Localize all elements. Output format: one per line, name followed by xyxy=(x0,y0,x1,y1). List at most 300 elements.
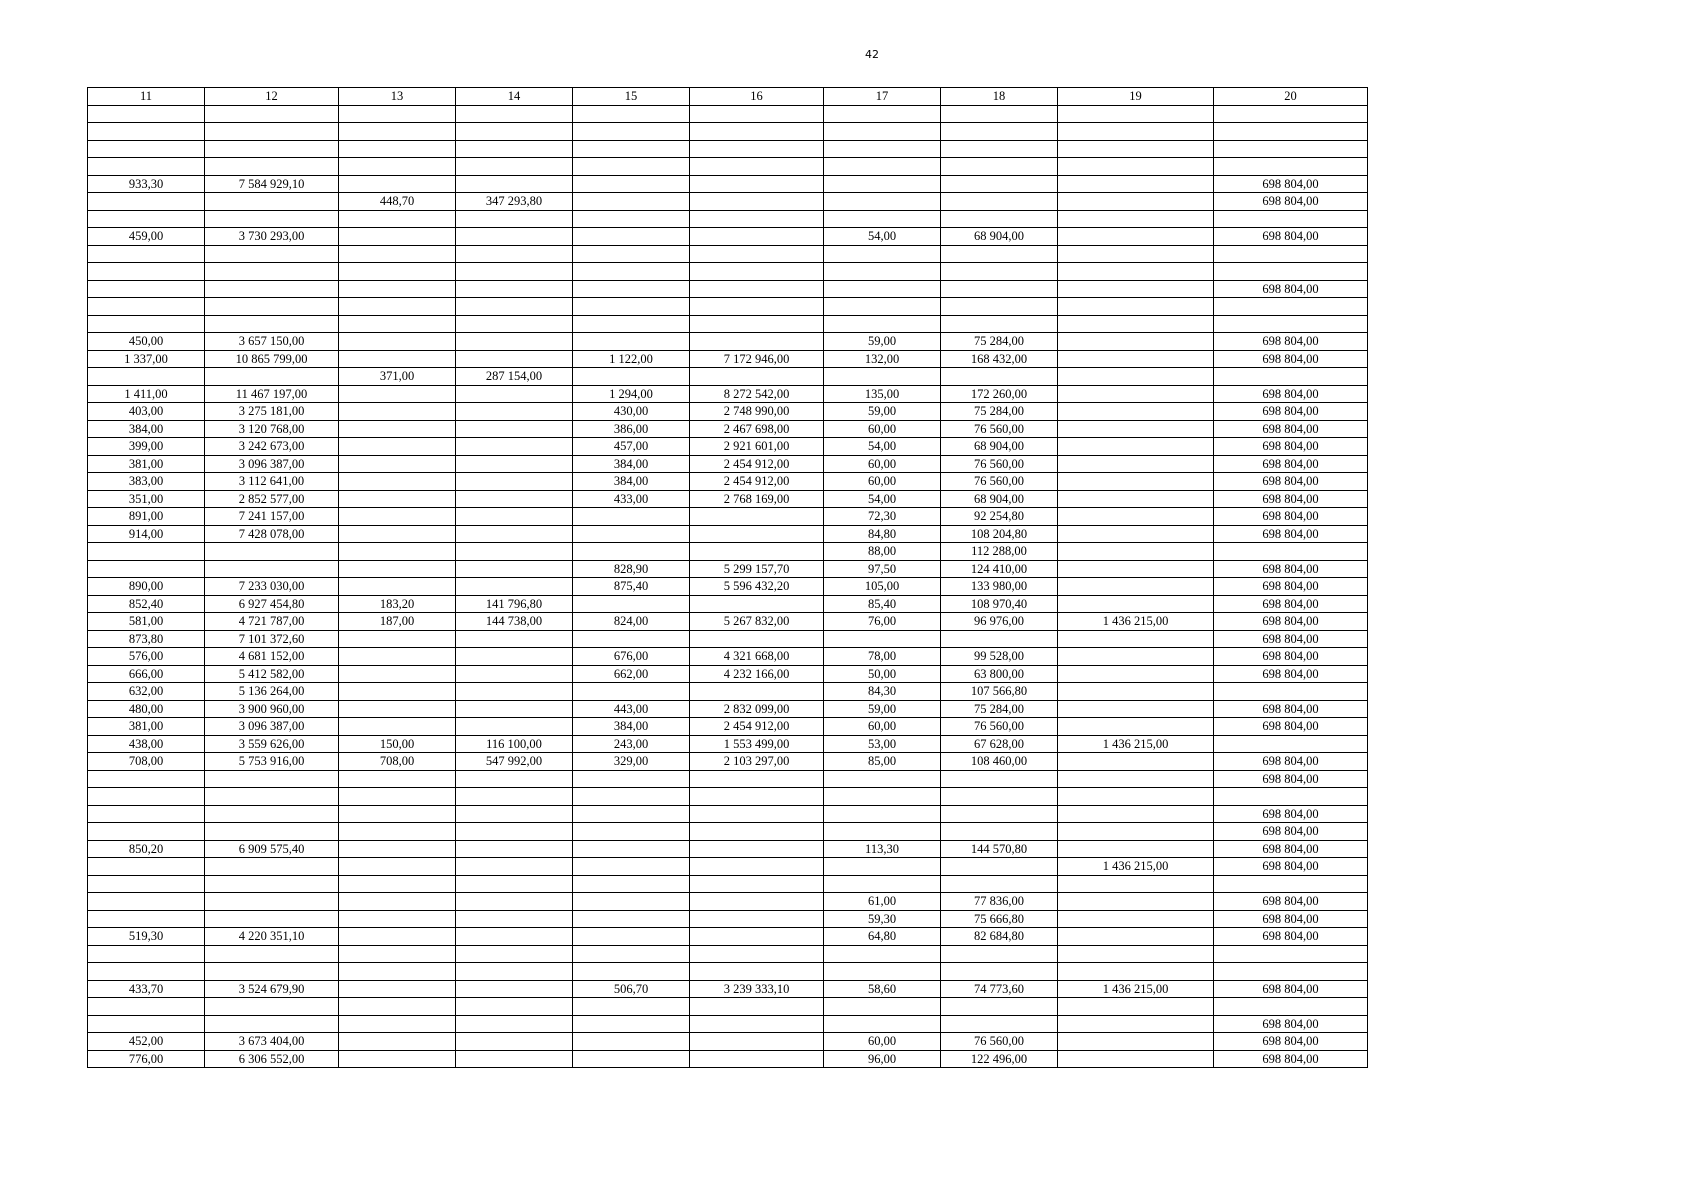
table-cell xyxy=(456,1050,573,1068)
table-cell xyxy=(1058,403,1214,421)
table-cell xyxy=(1058,158,1214,176)
table-cell: 3 730 293,00 xyxy=(205,228,339,246)
table-cell xyxy=(941,858,1058,876)
table-cell xyxy=(88,368,205,386)
table-row xyxy=(88,805,1368,823)
table-cell xyxy=(690,298,824,316)
table-row xyxy=(88,613,1368,631)
table-cell: 914,00 xyxy=(88,525,205,543)
table-cell: 891,00 xyxy=(88,508,205,526)
table-cell xyxy=(941,175,1058,193)
table-cell xyxy=(456,508,573,526)
table-cell xyxy=(456,700,573,718)
table-cell xyxy=(824,805,941,823)
table-cell xyxy=(1214,158,1368,176)
table-cell xyxy=(88,875,205,893)
table-cell xyxy=(339,683,456,701)
table-cell: 2 832 099,00 xyxy=(690,700,824,718)
table-cell xyxy=(573,508,690,526)
table-cell xyxy=(88,245,205,263)
table-cell: 6 306 552,00 xyxy=(205,1050,339,1068)
table-cell: 63 800,00 xyxy=(941,665,1058,683)
table-cell xyxy=(824,280,941,298)
table-cell xyxy=(88,123,205,141)
table-cell xyxy=(690,945,824,963)
table-cell xyxy=(573,928,690,946)
table-cell xyxy=(1058,560,1214,578)
table-cell xyxy=(339,385,456,403)
table-cell: 144 570,80 xyxy=(941,840,1058,858)
table-cell xyxy=(573,840,690,858)
table-cell xyxy=(1058,193,1214,211)
table-cell xyxy=(941,1015,1058,1033)
table-cell: 150,00 xyxy=(339,735,456,753)
table-cell xyxy=(573,175,690,193)
table-cell xyxy=(824,140,941,158)
table-cell xyxy=(456,910,573,928)
table-row xyxy=(88,175,1368,193)
table-cell xyxy=(456,560,573,578)
table-cell: 698 804,00 xyxy=(1214,350,1368,368)
table-cell: 384,00 xyxy=(573,473,690,491)
table-cell: 1 436 215,00 xyxy=(1058,613,1214,631)
column-header: 18 xyxy=(941,88,1058,106)
column-header: 20 xyxy=(1214,88,1368,106)
table-cell xyxy=(339,490,456,508)
table-cell xyxy=(690,123,824,141)
table-cell: 108 970,40 xyxy=(941,595,1058,613)
table-cell: 68 904,00 xyxy=(941,228,1058,246)
table-cell xyxy=(1058,928,1214,946)
table-cell: 698 804,00 xyxy=(1214,385,1368,403)
table-cell: 60,00 xyxy=(824,420,941,438)
table-cell xyxy=(339,998,456,1016)
table-cell xyxy=(690,105,824,123)
table-cell xyxy=(573,525,690,543)
table-row xyxy=(88,875,1368,893)
table-cell xyxy=(573,105,690,123)
table-cell: 698 804,00 xyxy=(1214,508,1368,526)
table-cell xyxy=(824,193,941,211)
table-cell: 5 136 264,00 xyxy=(205,683,339,701)
table-cell: 85,40 xyxy=(824,595,941,613)
table-cell: 59,00 xyxy=(824,333,941,351)
table-cell: 386,00 xyxy=(573,420,690,438)
header-row xyxy=(88,88,1368,106)
table-cell xyxy=(456,438,573,456)
table-row xyxy=(88,455,1368,473)
table-cell xyxy=(339,770,456,788)
table-cell: 399,00 xyxy=(88,438,205,456)
table-cell: 698 804,00 xyxy=(1214,1050,1368,1068)
table-row xyxy=(88,368,1368,386)
table-cell xyxy=(339,158,456,176)
table-cell: 5 596 432,20 xyxy=(690,578,824,596)
table-row xyxy=(88,735,1368,753)
table-cell xyxy=(824,298,941,316)
table-cell: 1 436 215,00 xyxy=(1058,858,1214,876)
table-cell xyxy=(941,770,1058,788)
table-cell: 448,70 xyxy=(339,193,456,211)
table-cell xyxy=(88,893,205,911)
page-number: 42 xyxy=(865,48,879,61)
table-cell xyxy=(456,998,573,1016)
table-cell: 3 559 626,00 xyxy=(205,735,339,753)
table-cell: 632,00 xyxy=(88,683,205,701)
table-cell xyxy=(339,403,456,421)
table-cell: 7 241 157,00 xyxy=(205,508,339,526)
table-cell xyxy=(339,508,456,526)
table-cell: 452,00 xyxy=(88,1033,205,1051)
table-cell xyxy=(205,560,339,578)
table-cell: 85,00 xyxy=(824,753,941,771)
table-row xyxy=(88,333,1368,351)
table-cell: 698 804,00 xyxy=(1214,595,1368,613)
table-cell xyxy=(339,543,456,561)
table-cell xyxy=(1058,893,1214,911)
table-cell xyxy=(88,823,205,841)
table-cell xyxy=(573,280,690,298)
table-cell: 698 804,00 xyxy=(1214,613,1368,631)
table-cell xyxy=(941,875,1058,893)
table-cell xyxy=(941,823,1058,841)
table-cell xyxy=(456,805,573,823)
table-cell: 122 496,00 xyxy=(941,1050,1058,1068)
table-cell: 105,00 xyxy=(824,578,941,596)
table-row xyxy=(88,683,1368,701)
table-cell xyxy=(1214,543,1368,561)
table-cell: 108 204,80 xyxy=(941,525,1058,543)
table-cell xyxy=(1058,665,1214,683)
table-row xyxy=(88,928,1368,946)
column-header: 12 xyxy=(205,88,339,106)
table-cell xyxy=(824,368,941,386)
table-cell xyxy=(1214,263,1368,281)
table-cell: 459,00 xyxy=(88,228,205,246)
table-cell: 3 900 960,00 xyxy=(205,700,339,718)
column-header: 13 xyxy=(339,88,456,106)
table-cell xyxy=(339,805,456,823)
table-cell xyxy=(456,158,573,176)
table-cell: 576,00 xyxy=(88,648,205,666)
table-cell xyxy=(573,998,690,1016)
table-cell: 58,60 xyxy=(824,980,941,998)
table-cell xyxy=(339,665,456,683)
table-cell xyxy=(1058,543,1214,561)
table-cell xyxy=(1058,840,1214,858)
table-cell xyxy=(573,945,690,963)
table-cell xyxy=(205,998,339,1016)
table-cell xyxy=(573,123,690,141)
table-cell: 698 804,00 xyxy=(1214,1015,1368,1033)
table-row xyxy=(88,158,1368,176)
table-cell: 84,80 xyxy=(824,525,941,543)
table-cell xyxy=(690,998,824,1016)
table-cell xyxy=(690,893,824,911)
table-cell: 676,00 xyxy=(573,648,690,666)
table-cell xyxy=(573,193,690,211)
table-cell xyxy=(573,245,690,263)
table-cell: 698 804,00 xyxy=(1214,980,1368,998)
table-cell: 698 804,00 xyxy=(1214,648,1368,666)
table-cell xyxy=(690,315,824,333)
table-cell xyxy=(1058,1015,1214,1033)
table-row xyxy=(88,1015,1368,1033)
table-cell xyxy=(1058,105,1214,123)
table-cell: 384,00 xyxy=(88,420,205,438)
table-cell: 96,00 xyxy=(824,1050,941,1068)
table-cell xyxy=(339,560,456,578)
table-cell: 172 260,00 xyxy=(941,385,1058,403)
table-cell xyxy=(1058,368,1214,386)
table-cell: 132,00 xyxy=(824,350,941,368)
table-row xyxy=(88,140,1368,158)
table-cell xyxy=(690,840,824,858)
table-cell xyxy=(339,438,456,456)
table-row xyxy=(88,560,1368,578)
table-cell: 698 804,00 xyxy=(1214,280,1368,298)
table-row xyxy=(88,438,1368,456)
table-cell xyxy=(339,648,456,666)
table-cell xyxy=(205,1015,339,1033)
table-cell xyxy=(88,543,205,561)
table-cell xyxy=(1058,1050,1214,1068)
table-cell xyxy=(941,805,1058,823)
table-cell xyxy=(690,630,824,648)
table-cell: 708,00 xyxy=(339,753,456,771)
table-cell xyxy=(456,630,573,648)
table-cell xyxy=(1058,525,1214,543)
table-row xyxy=(88,595,1368,613)
data-table xyxy=(87,87,1368,1068)
table-cell xyxy=(339,228,456,246)
table-cell: 3 096 387,00 xyxy=(205,718,339,736)
table-cell xyxy=(456,228,573,246)
table-cell: 581,00 xyxy=(88,613,205,631)
table-cell xyxy=(456,123,573,141)
table-cell xyxy=(456,665,573,683)
table-cell xyxy=(1214,123,1368,141)
table-cell xyxy=(1058,770,1214,788)
table-cell: 116 100,00 xyxy=(456,735,573,753)
table-cell xyxy=(339,105,456,123)
table-cell: 3 657 150,00 xyxy=(205,333,339,351)
table-row xyxy=(88,788,1368,806)
table-cell xyxy=(690,910,824,928)
table-row xyxy=(88,280,1368,298)
table-row xyxy=(88,893,1368,911)
table-cell xyxy=(1058,350,1214,368)
table-cell: 698 804,00 xyxy=(1214,718,1368,736)
table-cell xyxy=(205,368,339,386)
table-cell: 75 284,00 xyxy=(941,333,1058,351)
table-cell xyxy=(941,298,1058,316)
table-cell xyxy=(456,578,573,596)
table-cell xyxy=(456,385,573,403)
table-cell xyxy=(1058,700,1214,718)
table-cell xyxy=(941,245,1058,263)
table-cell: 698 804,00 xyxy=(1214,578,1368,596)
table-cell xyxy=(205,105,339,123)
table-cell xyxy=(339,333,456,351)
table-cell xyxy=(690,1050,824,1068)
table-cell xyxy=(339,280,456,298)
table-cell xyxy=(205,893,339,911)
table-cell xyxy=(205,963,339,981)
table-cell xyxy=(824,770,941,788)
table-cell xyxy=(573,210,690,228)
table-cell: 698 804,00 xyxy=(1214,630,1368,648)
table-row xyxy=(88,963,1368,981)
table-cell xyxy=(1058,298,1214,316)
table-cell xyxy=(339,700,456,718)
table-cell xyxy=(205,875,339,893)
table-cell xyxy=(456,980,573,998)
table-row xyxy=(88,420,1368,438)
table-cell xyxy=(456,823,573,841)
table-cell xyxy=(456,140,573,158)
table-cell xyxy=(456,840,573,858)
table-cell: 2 748 990,00 xyxy=(690,403,824,421)
table-cell: 430,00 xyxy=(573,403,690,421)
table-cell xyxy=(1058,595,1214,613)
table-cell: 383,00 xyxy=(88,473,205,491)
table-cell xyxy=(1214,298,1368,316)
table-cell xyxy=(339,963,456,981)
table-cell xyxy=(205,123,339,141)
table-cell xyxy=(573,683,690,701)
table-cell: 698 804,00 xyxy=(1214,560,1368,578)
table-cell: 873,80 xyxy=(88,630,205,648)
table-cell xyxy=(339,928,456,946)
table-row xyxy=(88,193,1368,211)
table-cell xyxy=(690,158,824,176)
table-cell xyxy=(941,945,1058,963)
table-row xyxy=(88,700,1368,718)
table-cell: 666,00 xyxy=(88,665,205,683)
table-cell xyxy=(573,1015,690,1033)
table-cell: 107 566,80 xyxy=(941,683,1058,701)
table-cell: 3 275 181,00 xyxy=(205,403,339,421)
table-cell xyxy=(456,315,573,333)
table-cell: 75 284,00 xyxy=(941,700,1058,718)
table-cell xyxy=(824,123,941,141)
table-cell xyxy=(456,455,573,473)
table-cell xyxy=(339,315,456,333)
table-cell xyxy=(339,1050,456,1068)
table-cell: 76 560,00 xyxy=(941,1033,1058,1051)
table-cell xyxy=(88,105,205,123)
table-cell: 78,00 xyxy=(824,648,941,666)
table-cell xyxy=(824,875,941,893)
table-cell: 547 992,00 xyxy=(456,753,573,771)
table-cell xyxy=(339,823,456,841)
table-cell xyxy=(88,193,205,211)
table-cell xyxy=(339,1033,456,1051)
table-row xyxy=(88,840,1368,858)
table-cell xyxy=(1058,385,1214,403)
table-cell xyxy=(1058,228,1214,246)
table-cell xyxy=(573,228,690,246)
table-cell xyxy=(1058,788,1214,806)
table-cell: 2 454 912,00 xyxy=(690,473,824,491)
table-cell xyxy=(1214,683,1368,701)
table-cell xyxy=(205,910,339,928)
table-cell xyxy=(456,350,573,368)
table-cell: 74 773,60 xyxy=(941,980,1058,998)
table-cell xyxy=(1058,140,1214,158)
table-cell: 890,00 xyxy=(88,578,205,596)
table-cell xyxy=(1214,875,1368,893)
table-cell xyxy=(573,315,690,333)
table-cell: 60,00 xyxy=(824,455,941,473)
table-cell xyxy=(824,630,941,648)
table-cell xyxy=(1058,263,1214,281)
table-cell: 381,00 xyxy=(88,718,205,736)
table-cell: 287 154,00 xyxy=(456,368,573,386)
table-cell: 2 103 297,00 xyxy=(690,753,824,771)
table-row xyxy=(88,648,1368,666)
table-cell xyxy=(88,770,205,788)
table-cell xyxy=(690,683,824,701)
table-cell xyxy=(205,210,339,228)
table-cell: 828,90 xyxy=(573,560,690,578)
table-cell xyxy=(339,175,456,193)
table-cell xyxy=(88,998,205,1016)
table-cell xyxy=(339,420,456,438)
table-cell: 1 294,00 xyxy=(573,385,690,403)
table-row xyxy=(88,1050,1368,1068)
table-cell xyxy=(690,823,824,841)
table-row xyxy=(88,525,1368,543)
table-cell xyxy=(573,333,690,351)
table-cell xyxy=(205,280,339,298)
table-cell xyxy=(1214,368,1368,386)
table-cell: 698 804,00 xyxy=(1214,193,1368,211)
table-cell xyxy=(1214,788,1368,806)
table-cell xyxy=(690,228,824,246)
table-cell xyxy=(1058,1033,1214,1051)
table-cell xyxy=(205,858,339,876)
table-row xyxy=(88,228,1368,246)
table-cell: 144 738,00 xyxy=(456,613,573,631)
table-cell: 7 233 030,00 xyxy=(205,578,339,596)
table-cell xyxy=(690,245,824,263)
table-cell xyxy=(573,788,690,806)
table-cell xyxy=(205,823,339,841)
table-cell: 384,00 xyxy=(573,718,690,736)
table-cell xyxy=(824,945,941,963)
table-cell xyxy=(690,193,824,211)
table-cell: 68 904,00 xyxy=(941,438,1058,456)
table-cell xyxy=(1058,245,1214,263)
table-cell xyxy=(690,928,824,946)
table-cell: 347 293,80 xyxy=(456,193,573,211)
table-cell: 60,00 xyxy=(824,1033,941,1051)
table-cell: 698 804,00 xyxy=(1214,770,1368,788)
table-cell: 4 721 787,00 xyxy=(205,613,339,631)
table-cell xyxy=(1058,823,1214,841)
table-cell: 133 980,00 xyxy=(941,578,1058,596)
table-row xyxy=(88,665,1368,683)
table-cell: 698 804,00 xyxy=(1214,805,1368,823)
table-cell xyxy=(690,543,824,561)
table-cell xyxy=(205,298,339,316)
table-cell xyxy=(1058,333,1214,351)
table-cell xyxy=(941,315,1058,333)
table-cell xyxy=(456,543,573,561)
table-row xyxy=(88,858,1368,876)
